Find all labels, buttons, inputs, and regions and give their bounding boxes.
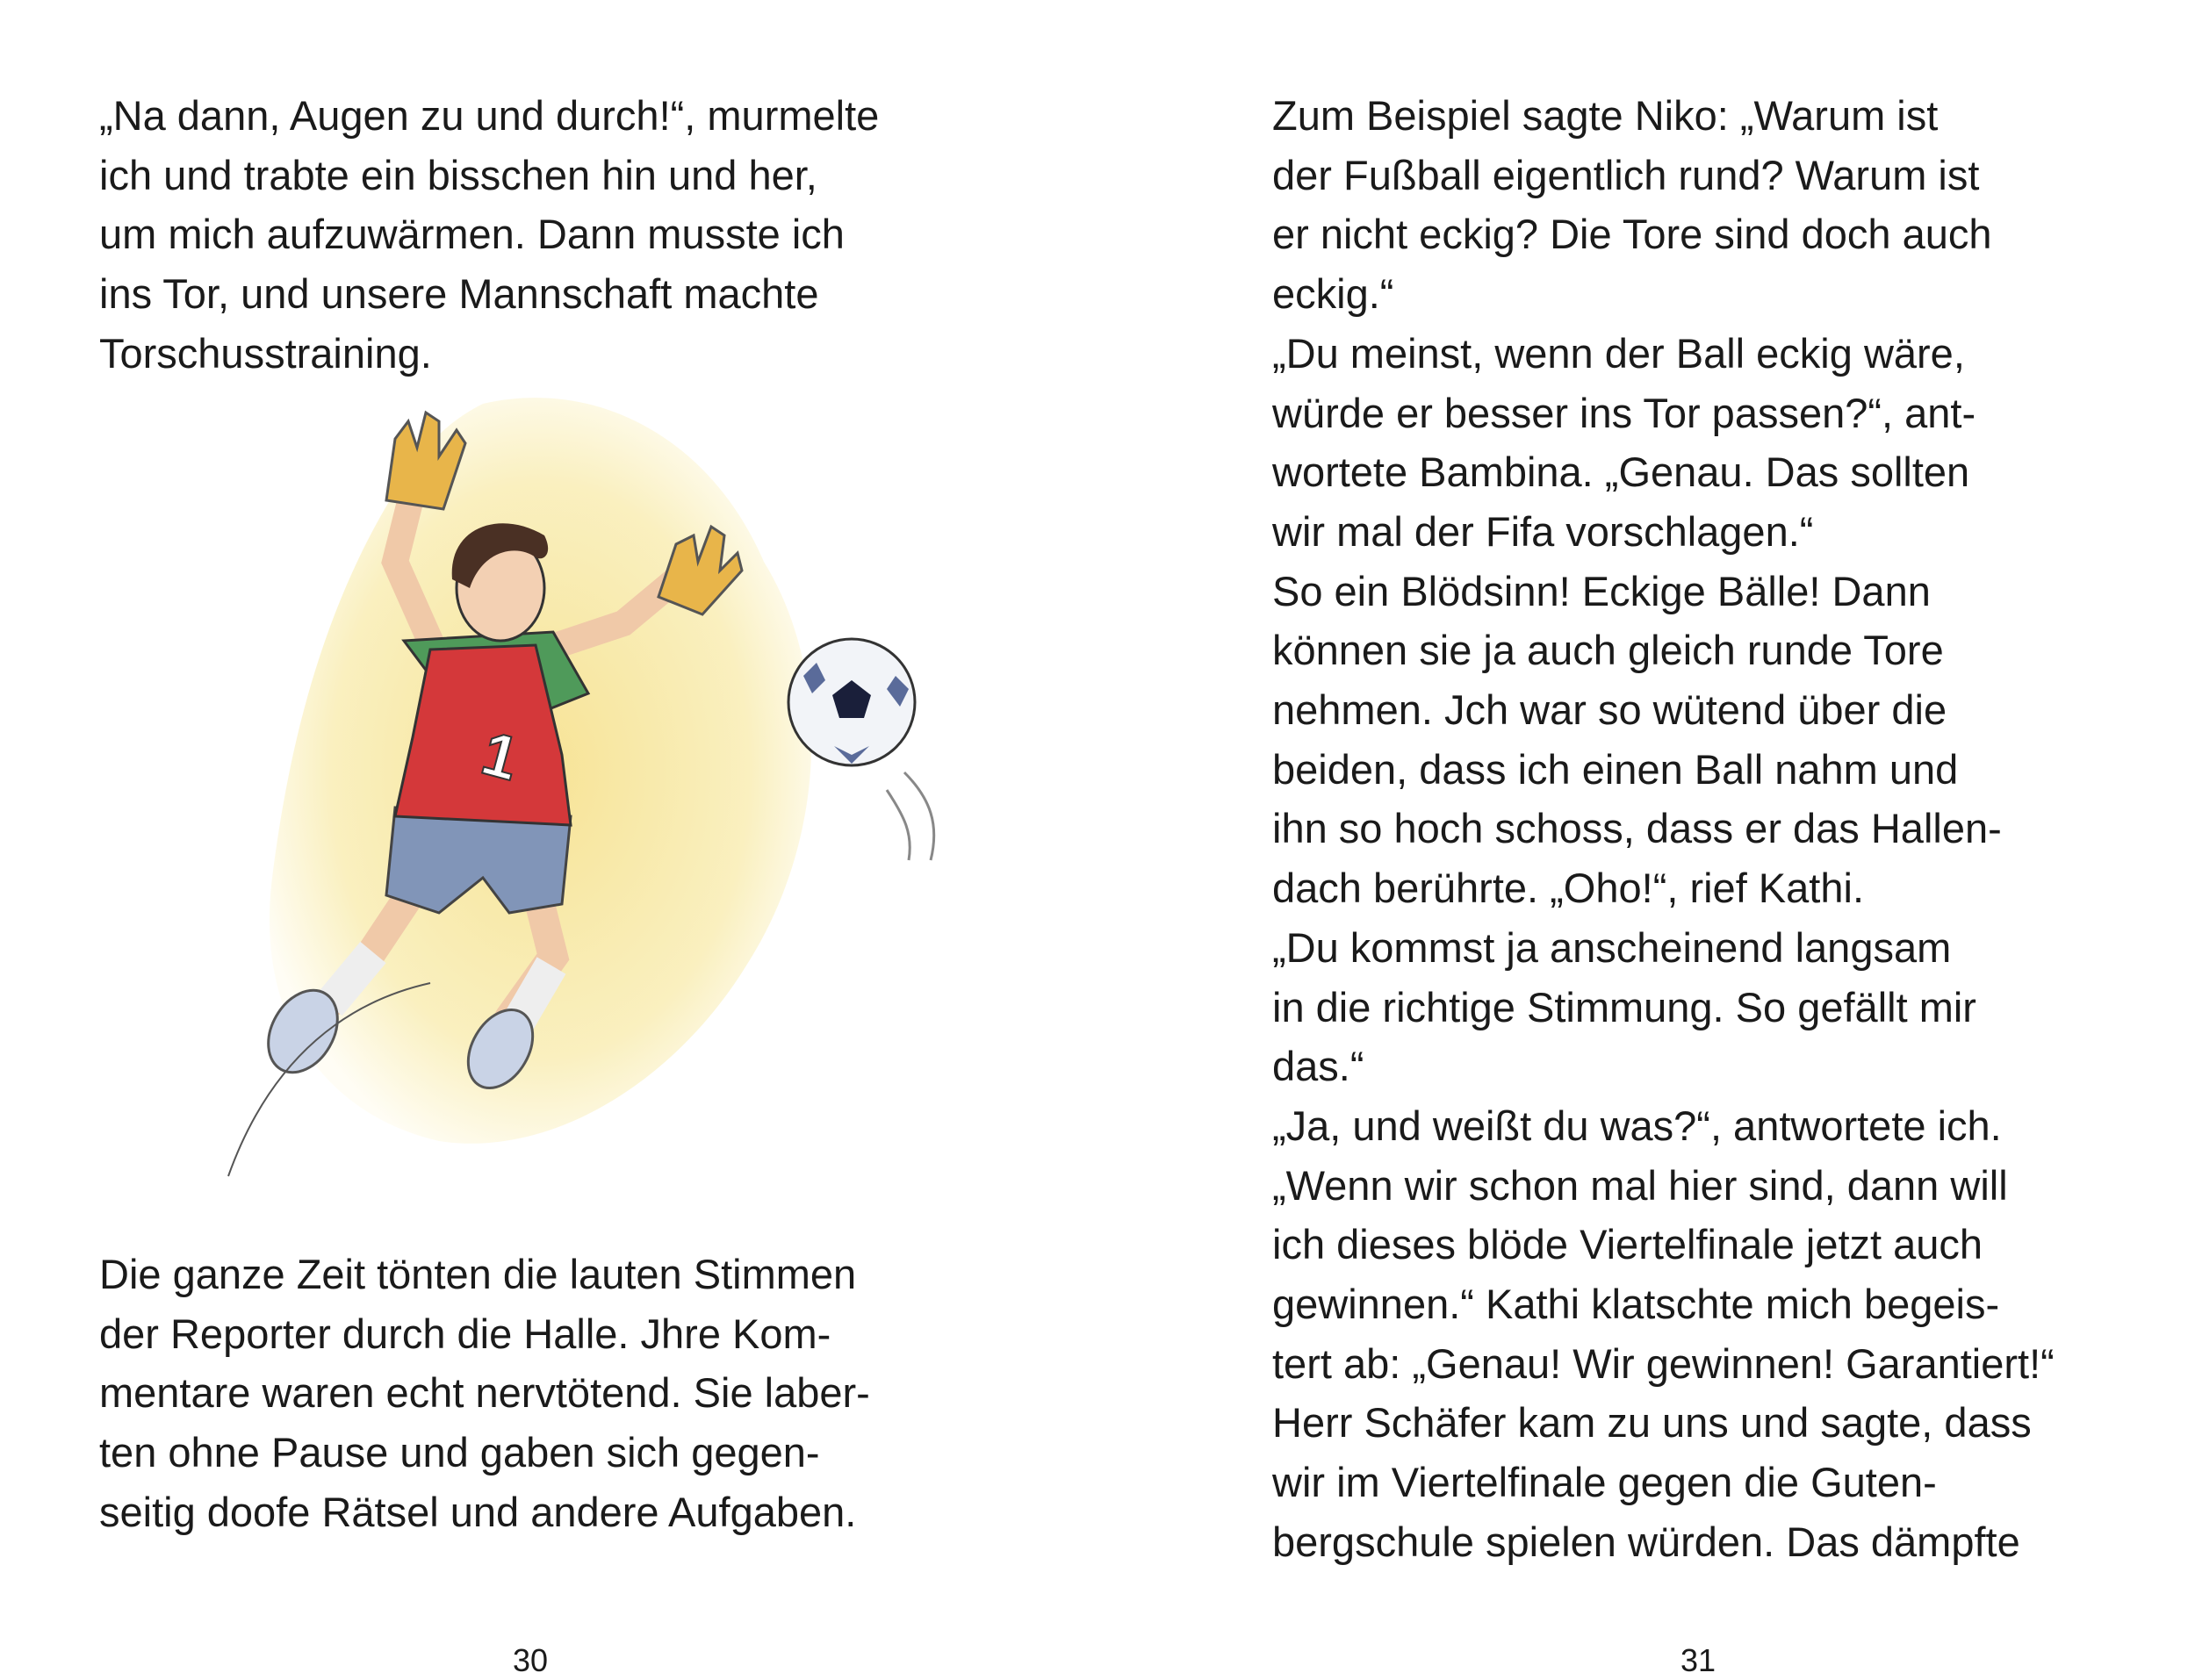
text-line: nehmen. Jch war so wütend über die (1272, 686, 1947, 734)
text-line: Torschusstraining. (99, 329, 432, 377)
text-line: wir mal der Fifa vorschlagen.“ (1272, 507, 1814, 555)
text-line: in die richtige Stimmung. So gefällt mir (1272, 983, 1976, 1030)
text-line: ich dieses blöde Viertelfinale jetzt auch (1272, 1221, 1983, 1268)
text-line: dach berührte. „Oho!“, rief Kathi. (1272, 865, 1864, 912)
text-line: tert ab: „Genau! Wir gewinnen! Garantiert!“ (1272, 1339, 2055, 1387)
page-number-right: 31 (1680, 1642, 1716, 1678)
text-line: der Fußball eigentlich rund? Warum ist (1272, 151, 1980, 198)
jersey-number: 1 (474, 718, 526, 793)
text-line: würde er besser ins Tor passen?“, ant- (1272, 389, 1976, 436)
text-line: „Du meinst, wenn der Ball eckig wäre, (1272, 329, 1965, 377)
text-line: „Na dann, Augen zu und durch!“, murmelte (99, 92, 880, 139)
text-line: er nicht eckig? Die Tore sind doch auch (1272, 211, 1992, 258)
text-line: ihn so hoch schoss, dass er das Hallen- (1272, 805, 2002, 852)
motion-lines (887, 772, 934, 860)
text-line: der Reporter durch die Halle. Jhre Kom- (99, 1310, 831, 1357)
text-line: ins Tor, und unsere Mannschaft machte (99, 270, 819, 318)
page-number-left: 30 (513, 1642, 549, 1678)
goalkeeper-illustration (220, 386, 1010, 1194)
text-line: gewinnen.“ Kathi klatschte mich begeis- (1272, 1281, 2000, 1328)
text-line: wortete Bambina. „Genau. Das sollten (1272, 449, 1970, 496)
text-line: um mich aufzuwärmen. Dann musste ich (99, 211, 845, 258)
text-line: ich und trabte ein bisschen hin und her, (99, 151, 817, 198)
text-line: „Wenn wir schon mal hier sind, dann will (1272, 1161, 2008, 1209)
soccer-ball (788, 639, 915, 765)
text-line: „Ja, und weißt du was?“, antwortete ich. (1272, 1102, 2002, 1149)
right-page-text (1272, 86, 2055, 1572)
text-line: das.“ (1272, 1043, 1364, 1090)
text-line: Herr Schäfer kam zu uns und sagte, dass (1272, 1399, 2032, 1447)
text-line: seitig doofe Rätsel und andere Aufgaben. (99, 1488, 857, 1535)
text-line: „Du kommst ja anscheinend langsam (1272, 923, 1952, 971)
text-line: Zum Beispiel sagte Niko: „Warum ist (1272, 92, 1939, 139)
text-line: ten ohne Pause und gaben sich gegen- (99, 1429, 820, 1476)
text-line: bergschule spielen würden. Das dämpfte (1272, 1518, 2020, 1565)
text-line: beiden, dass ich einen Ball nahm und (1272, 745, 1959, 793)
left-page-bottom-paragraph (99, 1245, 870, 1542)
left-page-top-paragraph (99, 86, 879, 384)
text-line: So ein Blödsinn! Eckige Bälle! Dann (1272, 567, 1931, 614)
text-line: Die ganze Zeit tönten die lauten Stimmen (99, 1251, 857, 1297)
text-line: eckig.“ (1272, 270, 1394, 318)
text-line: wir im Viertelfinale gegen die Guten- (1272, 1459, 1937, 1506)
text-line: mentare waren echt nervtötend. Sie laber- (99, 1369, 870, 1417)
text-line: können sie ja auch gleich runde Tore (1272, 627, 1944, 674)
